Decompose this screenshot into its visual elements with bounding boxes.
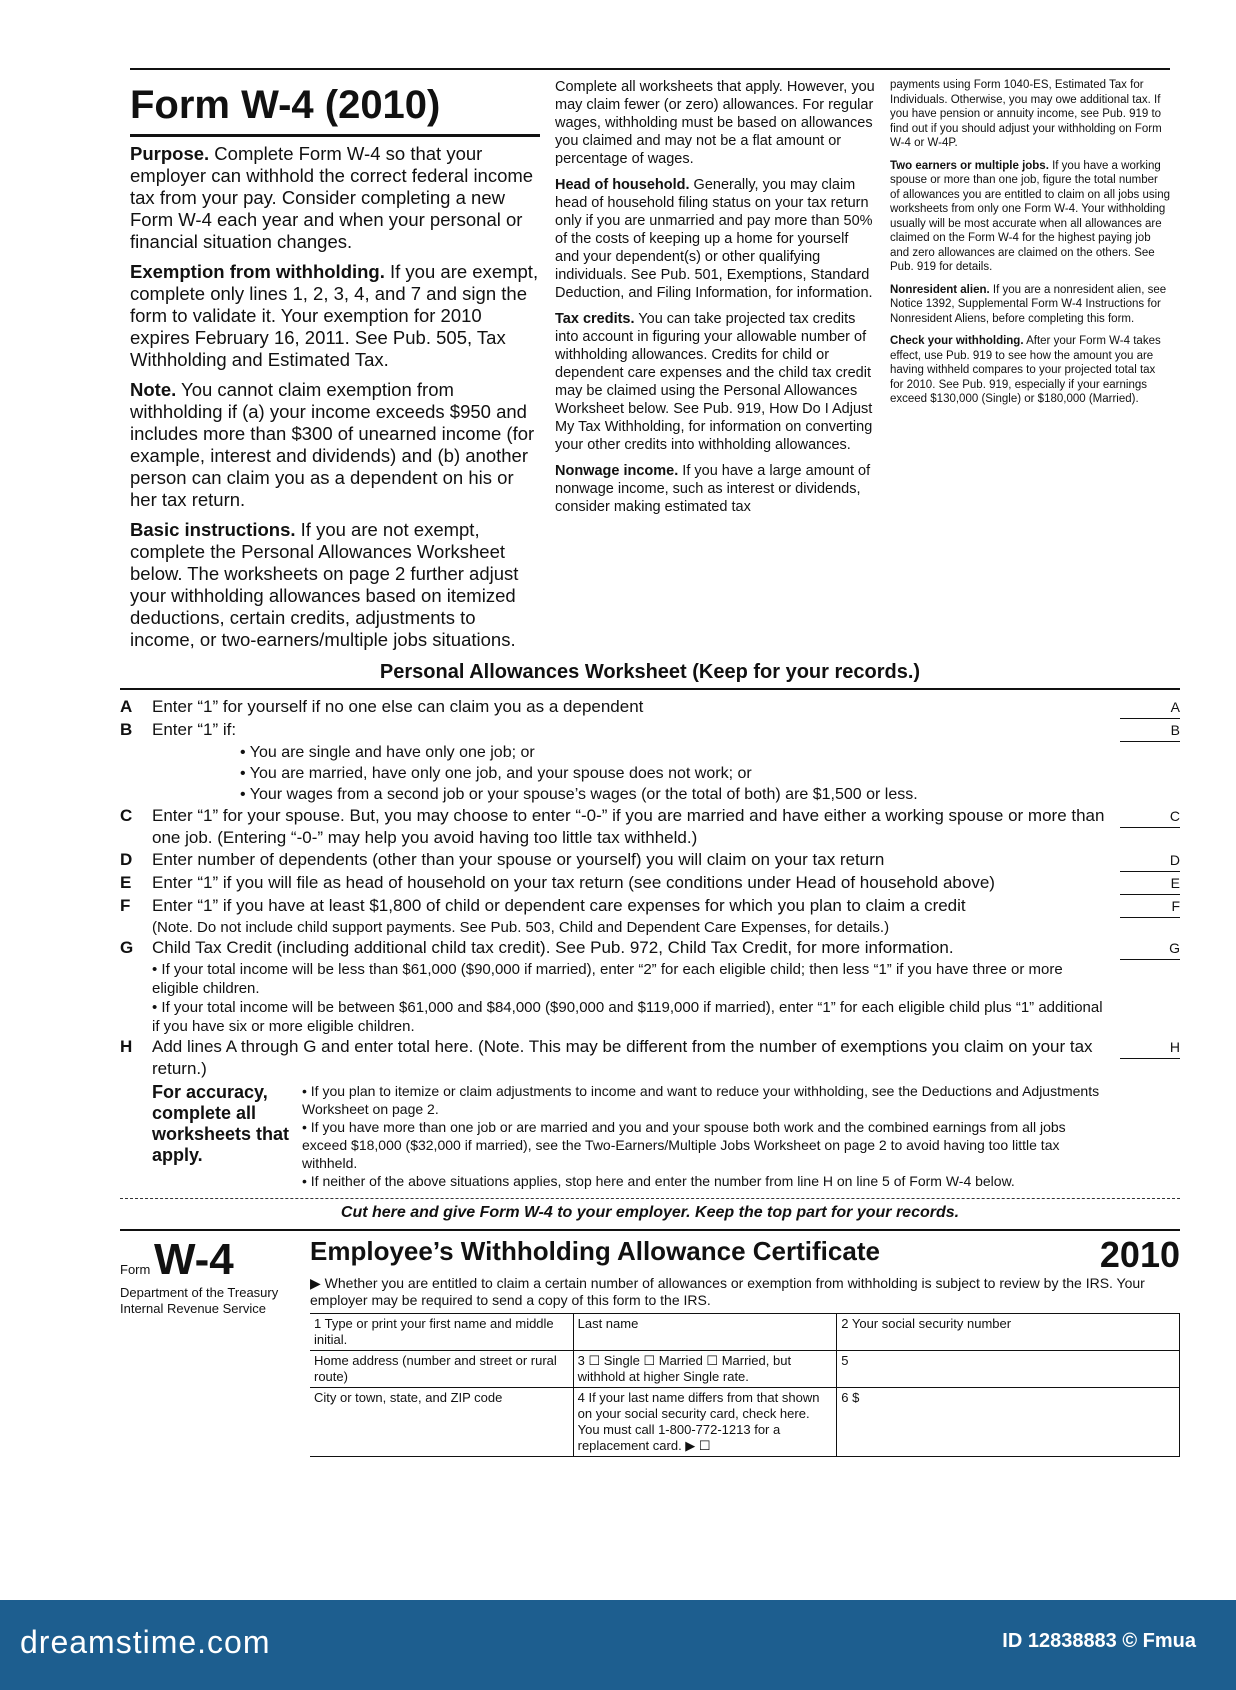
line-c-entry[interactable]: C [1120,805,1180,828]
line-h: H Add lines A through G and enter total here. (Note. This may be different from the number of exemptions you claim on your tax return.) H [120,1037,1180,1078]
paragraph-two-earners: Two earners or multiple jobs. If you have a working spouse or more than one job, figure the total number of allowances you are entitled to claim on all jobs using worksheets from only one Form W-4. Your withholding usually will be most accurate when all allowances are claimed on the Form W-4 for the highest paying job and zero allowances are claimed on the others. See Pub. 919 for details. [890,159,1170,273]
certificate-subtitle: ▶ Whether you are entitled to claim a certain number of allowances or exemption from withholding is subject to review by the IRS. Your employer may be required to send a copy of this form to the IRS. [310,1275,1145,1308]
h-bullet: • If neither of the above situations applies, stop here and enter the number from line H on line 5 of Form W-4 below. [302,1173,1015,1189]
line-a-entry[interactable]: A [1120,696,1180,719]
paragraph-worksheets: Complete all worksheets that apply. However, you may claim fewer (or zero) allowances. For regular wages, withholding must be based on allowances you claimed and may not be a flat amount or percentage of wages. [555,79,875,167]
line-f: F Enter “1” if you have at least $1,800 of child or dependent care expenses for which you plan to claim a credit F [120,895,1180,918]
line-f-entry[interactable]: F [1120,895,1180,918]
watermark-banner [0,1600,1236,1690]
allowances-field[interactable]: 5 [837,1351,1180,1388]
b-bullet: • Your wages from a second job or your spouse’s wages (or the total of both) are $1,500 or less. [240,786,918,803]
line-a: A Enter “1” for yourself if no one else can claim you as a dependent A [120,696,1180,719]
h-side-label: For accuracy, complete all worksheets that apply. [152,1082,290,1165]
certificate-body [300,1235,1180,1457]
certificate-fields [310,1313,1180,1457]
top-rule [130,68,1170,70]
line-g: G Child Tax Credit (including additional child tax credit). See Pub. 972, Child Tax Credit, for more information. G [120,937,1180,960]
paragraph-tax-credits: Tax credits. You can take projected tax credits into account in figuring your allowable number of withholding allowances. Credits for child or dependent care expenses and the child tax credit may be claimed using the Personal Allowances Worksheet below. See Pub. 919, How Do I Adjust My Tax Withholding, for information on converting your other credits into withholding allowances. [555,311,873,453]
ssn-field[interactable]: 2 Your social security number [837,1314,1180,1351]
b-bullet: • You are married, have only one job, and your spouse does not work; or [240,765,752,782]
personal-allowances-worksheet [120,660,1180,1457]
child-support-note: (Note. Do not include child support payments. See Pub. 503, Child and Dependent Care Expenses, for details.) [152,919,890,936]
line-h-instructions [120,1082,1180,1190]
column-2 [555,78,875,524]
line-h-entry[interactable]: H [1120,1036,1180,1059]
line-e-entry[interactable]: E [1120,872,1180,895]
filing-status-checkboxes[interactable]: 3 ☐ Single ☐ Married ☐ Married, but withhold at higher Single rate. [574,1351,838,1388]
address-field[interactable]: Home address (number and street or rural route) [310,1351,574,1388]
paragraph-estimated-tax: payments using Form 1040-ES, Estimated Tax for Individuals. Otherwise, you may owe additional tax. If you have pension or annuity income, see Pub. 919 to find out if you should adjust your withholding on Form W-4 or W-4P. [890,79,1162,149]
paragraph-check-withholding: Check your withholding. After your Form W-4 takes effect, use Pub. 919 to see how the amount you are having withheld compares to your projected total tax for 2010. See Pub. 919, especially if your earnings exceed $130,000 (Single) or $180,000 (Married). [890,335,1161,405]
line-e: E Enter “1” if you will file as head of household on your tax return (see conditions under Head of household above) E [120,872,1180,895]
form-title: Form W-4 (2010) [130,82,540,137]
form-id: Form W-4 Department of the Treasury Internal Revenue Service [120,1235,300,1457]
b-bullet: • You are single and have only one job; or [240,744,535,761]
additional-amount-field[interactable]: 6 $ [837,1388,1180,1457]
department-label: Department of the Treasury Internal Revenue Service [120,1285,279,1316]
worksheet-title: Personal Allowances Worksheet (Keep for your records.) [120,660,1180,690]
column-3 [890,78,1170,415]
cut-here-line: Cut here and give Form W-4 to your employer. Keep the top part for your records. [120,1198,1180,1223]
paragraph-nonwage-income: Nonwage income. If you have a large amount of nonwage income, such as interest or dividends, consider making estimated tax [555,463,871,515]
image-credit: ID 12838883 © Fmua [1002,1630,1196,1652]
form-year: 2010 [1099,1234,1180,1275]
h-bullet: • If you plan to itemize or claim adjustments to income and want to reduce your withholding, see the Deductions and Adjustments Worksheet on page 2. [302,1083,1100,1117]
line-b: B Enter “1” if: B [120,719,1180,742]
name-differs-checkbox[interactable]: 4 If your last name differs from that shown on your social security card, check here. You must call 1-800-772-1213 for a replacement card. ▶ ☐ [574,1388,838,1457]
paragraph-note: Note. You cannot claim exemption from withholding if (a) your income exceeds $950 and includes more than $300 of unearned income (for example, interest and dividends) and (b) another person can claim you as a dependent on his or her tax return. [130,379,535,510]
certificate [120,1229,1180,1457]
paragraph-exemption: Exemption from withholding. If you are exempt, complete only lines 1, 2, 3, 4, and 7 and sign the form to validate it. Your exemption for 2010 expires February 16, 2011. See Pub. 505, Tax Withholding and Estimated Tax. [130,261,539,370]
dreamstime-logo: dreamstime.com [20,1624,271,1660]
line-d: D Enter number of dependents (other than your spouse or yourself) you will claim on your tax return D [120,849,1180,872]
g-bullet: • If your total income will be between $61,000 and $84,000 ($90,000 and $119,000 if married), enter “1” for each eligible child plus “1” additional if you have six or more eligible children. [152,999,1103,1035]
paragraph-head-of-household: Head of household. Generally, you may claim head of household filing status on your tax return only if you are unmarried and pay more than 50% of the costs of keeping up a home for yourself and your dependent(s) or other qualifying individuals. See Pub. 501, Exemptions, Standard Deduction, and Filing Information, for information. [555,177,873,301]
column-1 [130,78,540,659]
first-name-field[interactable]: 1 Type or print your first name and middle initial. [310,1314,574,1351]
city-field[interactable]: City or town, state, and ZIP code [310,1388,574,1457]
last-name-field[interactable]: Last name [574,1314,838,1351]
instructions-section [130,60,1180,650]
line-g-entry[interactable]: G [1120,937,1180,960]
paragraph-nonresident-alien: Nonresident alien. If you are a nonresident alien, see Notice 1392, Supplemental Form W-4 Instructions for Nonresident Aliens, before completing this form. [890,283,1167,325]
h-bullet: • If you have more than one job or are married and you and your spouse both work and the combined earnings from all jobs exceed $18,000 ($32,000 if married), see the Two-Earners/Multiple Jobs Worksheet on page 2 to avoid having too little tax withheld. [302,1119,1066,1171]
paragraph-purpose: Purpose. Complete Form W-4 so that your employer can withhold the correct federal income tax from your pay. Consider completing a new Form W-4 each year and when your personal or financial situation changes. [130,143,534,252]
paragraph-basic-instructions: Basic instructions. If you are not exempt, complete the Personal Allowances Worksheet below. The worksheets on page 2 further adjust your withholding allowances based on itemized deductions, certain credits, adjustments to income, or two-earners/multiple jobs situations. [130,519,519,650]
line-d-entry[interactable]: D [1120,849,1180,872]
line-c: C Enter “1” for your spouse. But, you may choose to enter “-0-” if you are married and have either a working spouse or more than one job. (Entering “-0-” may help you avoid having too little tax withheld.) C [120,806,1180,847]
certificate-title: Employee’s Withholding Allowance Certificate [310,1236,880,1266]
g-bullet: • If your total income will be less than $61,000 ($90,000 if married), enter “2” for each eligible child; then less “1” if you have three or more eligible children. [152,961,1063,997]
line-b-entry[interactable]: B [1120,719,1180,742]
